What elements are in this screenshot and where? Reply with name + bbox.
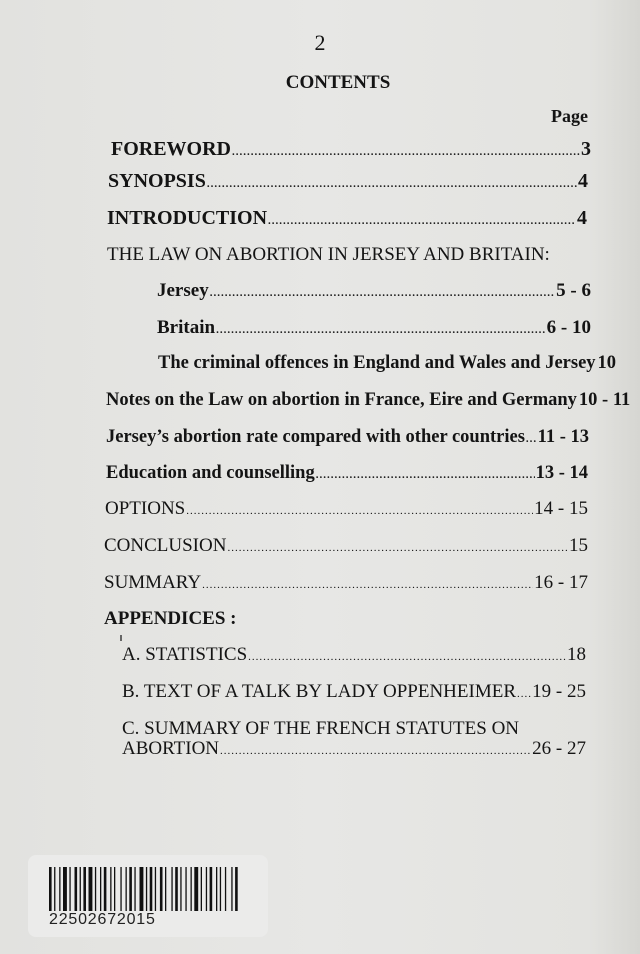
toc-entry-conclusion (104, 535, 588, 557)
barcode-icon (49, 867, 245, 911)
leader-dots (526, 433, 537, 445)
toc-entry-french-statutes-line1: C. SUMMARY OF THE FRENCH STATUTES ON (122, 718, 520, 739)
toc-entry-talk (122, 681, 586, 703)
toc-entry-label: SUMMARY (104, 572, 202, 593)
leader-dots (207, 178, 577, 190)
toc-entry-pages: 18 (567, 644, 586, 665)
toc-entry-label: Jersey’s abortion rate compared with other countries (106, 427, 525, 447)
toc-entry-label: The criminal offences in England and Wales and Jersey (158, 353, 596, 373)
toc-entry-label: FOREWORD (111, 138, 231, 160)
toc-entry-criminal-offences (158, 353, 617, 374)
toc-entry-pages: 26 - 27 (532, 738, 586, 759)
leader-dots (227, 542, 568, 554)
leader-dots (220, 745, 531, 757)
leader-dots (186, 505, 533, 517)
toc-entry-notes-law (106, 390, 631, 411)
leader-dots (316, 469, 535, 481)
toc-entry-pages: 4 (578, 170, 588, 192)
leader-dots (210, 287, 555, 299)
leader-dots (268, 215, 576, 227)
toc-entry-pages: 14 - 15 (534, 498, 588, 519)
leader-dots (202, 579, 533, 591)
toc-entry-pages: 15 (569, 535, 588, 556)
toc-entry-pages: 4 (577, 207, 587, 229)
toc-entry-label: A. STATISTICS (122, 644, 248, 665)
toc-entry-pages: 13 - 14 (535, 463, 588, 483)
toc-entry-options (105, 498, 588, 520)
page-number: 2 (314, 30, 326, 55)
leader-dots (232, 146, 580, 158)
toc-entry-pages: 10 (597, 353, 617, 373)
toc-entry-abortion-rate (106, 427, 589, 448)
page-column-header: Page (551, 106, 588, 126)
toc-entry-label: Notes on the Law on abortion in France, Eire and Germany (106, 390, 577, 410)
toc-entry-pages: 6 - 10 (546, 317, 591, 338)
contents-title: CONTENTS (285, 72, 391, 93)
barcode-number: 22502672015 (49, 911, 156, 928)
toc-entry-pages: 3 (581, 138, 591, 160)
toc-section-heading-appendices: APPENDICES : (104, 608, 237, 629)
leader-dots (216, 324, 546, 336)
toc-entry-britain (157, 317, 591, 339)
toc-entry-education (106, 463, 588, 484)
toc-entry-label: SYNOPSIS (108, 170, 206, 192)
toc-entry-label: CONCLUSION (104, 535, 227, 556)
toc-entry-pages: 16 - 17 (534, 572, 588, 593)
toc-entry-label: B. TEXT OF A TALK BY LADY OPPENHEIMER (122, 681, 516, 702)
toc-entry-pages: 19 - 25 (532, 681, 586, 702)
leader-dots (248, 651, 566, 663)
toc-entry-summary (104, 572, 588, 594)
toc-entry-pages: 5 - 6 (556, 280, 591, 301)
toc-entry-label: INTRODUCTION (107, 207, 268, 229)
toc-entry-french-statutes-line2 (122, 738, 586, 760)
toc-entry-label: Jersey (157, 280, 209, 301)
toc-entry-jersey (157, 280, 591, 302)
leader-dots (517, 688, 531, 700)
toc-entry-foreword (111, 138, 591, 161)
toc-entry-label: Britain (157, 317, 216, 338)
toc-entry-synopsis (108, 170, 588, 193)
toc-entry-pages: 10 - 11 (578, 390, 631, 410)
toc-entry-pages: 11 - 13 (537, 427, 589, 447)
toc-entry-introduction (107, 207, 587, 230)
toc-entry-statistics (122, 644, 586, 666)
toc-entry-label: OPTIONS (105, 498, 186, 519)
toc-entry-label: Education and counselling (106, 463, 315, 483)
toc-section-heading-law: THE LAW ON ABORTION IN JERSEY AND BRITAIN: (107, 244, 550, 265)
toc-entry-label: ABORTION (122, 738, 220, 759)
ink-mark (120, 635, 122, 641)
